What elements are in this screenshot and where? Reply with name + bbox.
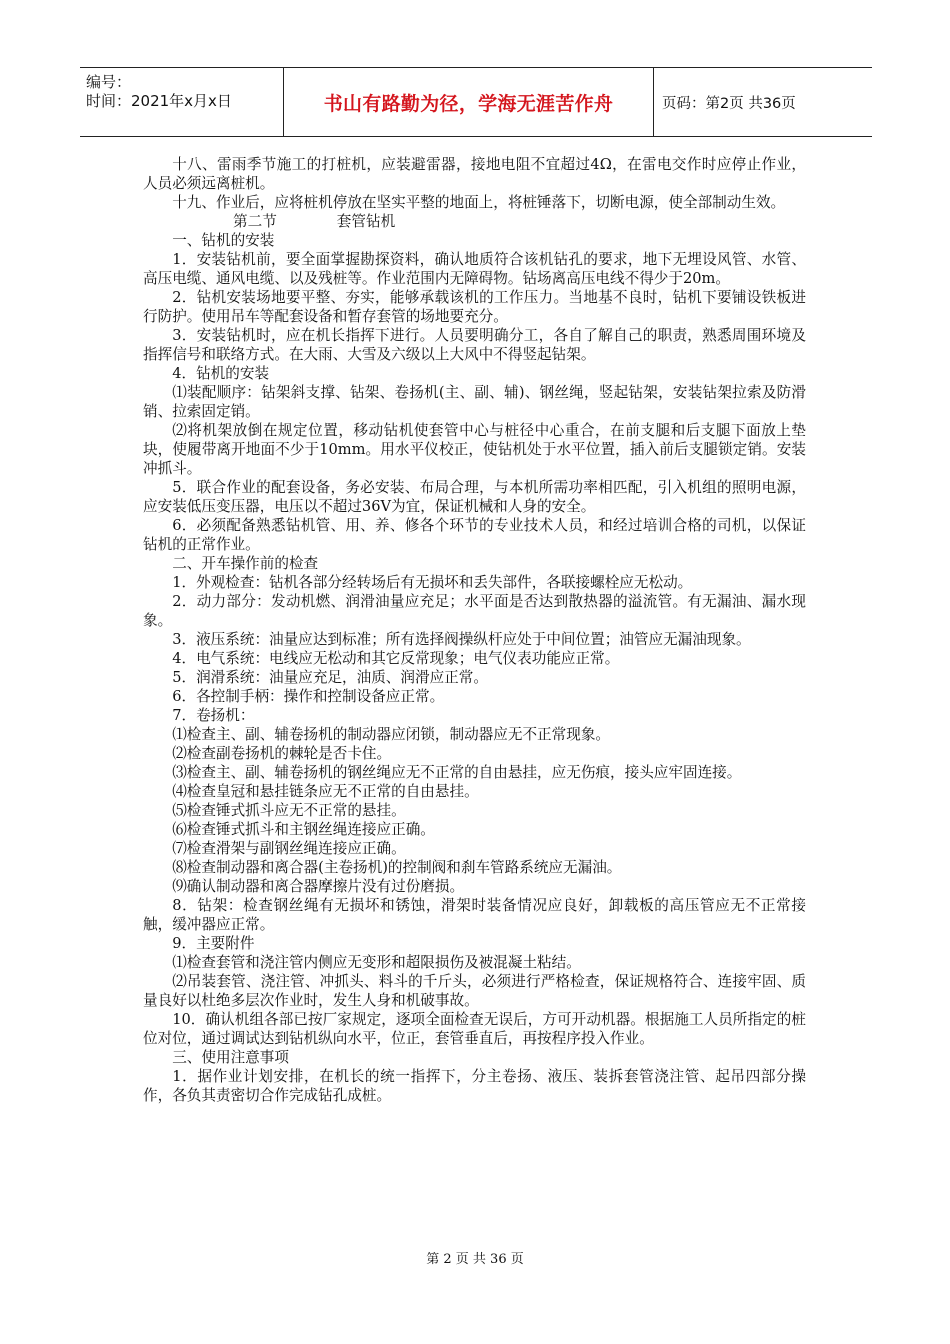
paragraph: 5．润滑系统：油量应充足，油质、润滑应正常。 — [172, 669, 488, 686]
paragraph: 1．外观检查：钻机各部分经转场后有无损坏和丢失部件，各联接螺栓应无松动。 — [172, 574, 693, 591]
paragraph: ⑵吊装套管、浇注管、冲抓头、料斗的千斤头，必须进行严格检查，保证规格符合、连接牢固、质量良好以杜绝多层次作业时，发生人身和机破事故。 — [143, 973, 806, 1009]
paragraph: ⑵将机架放倒在规定位置，移动钻机使套管中心与桩径中心重合，在前支腿和后支腿下面放上垫块，使履带离开地面不少于10mm。用水平仪校正，使钻机处于水平位置，插入前后支腿锁定销。安装冲抓斗。 — [143, 422, 806, 477]
paragraph: ⑴装配顺序：钻架斜支撑、钻架、卷扬机(主、副、辅)、钢丝绳，竖起钻架，安装钻架拉索及防滑销、拉索固定销。 — [143, 384, 806, 420]
body-paragraphs — [143, 231, 806, 1105]
document-date-label: 时间：2021年x月x日 — [86, 92, 232, 110]
section-chapter: 第二节 — [233, 213, 277, 230]
paragraph: 4．钻机的安装 — [172, 365, 270, 382]
paragraph: 8．钻架：检查钢丝绳有无损坏和锈蚀，滑架时装备情况应良好，卸载板的高压管应无不正常接触，缓冲器应正常。 — [143, 897, 806, 933]
paragraph: 1．据作业计划安排，在机长的统一指挥下，分主卷扬、液压、装拆套管浇注管、起吊四部分操作，各负其责密切合作完成钻孔成桩。 — [143, 1068, 806, 1104]
document-number-label: 编号： — [86, 73, 132, 91]
document-body — [143, 155, 806, 1105]
paragraph: ⑶检查主、副、辅卷扬机的钢丝绳应无不正常的自由悬挂，应无伤痕，接头应牢固连接。 — [172, 764, 742, 781]
paragraph: 10．确认机组各部已按厂家规定，逐项全面检查无误后，方可开动机器。根据施工人员所指定的桩位对位，通过调试达到钻机纵向水平，位正，套管垂直后，再按程序投入作业。 — [143, 1011, 806, 1047]
paragraph: ⑼确认制动器和离合器摩擦片没有过份磨损。 — [172, 878, 465, 895]
paragraph: ⑷检查皇冠和悬挂链条应无不正常的自由悬挂。 — [172, 783, 479, 800]
paragraph: 十九、作业后，应将桩机停放在坚实平整的地面上，将桩锤落下，切断电源，使全部制动生效。 — [172, 194, 786, 211]
paragraph: 7．卷扬机： — [172, 707, 255, 724]
header-meta — [80, 68, 284, 136]
paragraph: 三、使用注意事项 — [172, 1049, 289, 1066]
paragraph: 2．钻机安装场地要平整、夯实，能够承载该机的工作压力。当地基不良时，钻机下要铺设铁板进行防护。使用吊车等配套设备和暂存套管的场地要充分。 — [143, 289, 806, 325]
paragraph: 3．安装钻机时，应在机长指挥下进行。人员要明确分工，各自了解自己的职责，熟悉周围环境及指挥信号和联络方式。在大雨、大雪及六级以上大风中不得竖起钻架。 — [143, 327, 806, 363]
paragraph: ⑹检查锤式抓斗和主钢丝绳连接应正确。 — [172, 821, 435, 838]
paragraph: 一、钻机的安装 — [172, 232, 275, 249]
section-title — [143, 212, 806, 231]
section-name: 套管钻机 — [336, 213, 396, 230]
page-header — [80, 67, 872, 137]
paragraph: ⑴检查主、副、辅卷扬机的制动器应闭锁，制动器应无不正常现象。 — [172, 726, 611, 743]
page-footer: 第 2 页 共 36 页 — [426, 1252, 524, 1267]
paragraph: 4．电气系统：电线应无松动和其它反常现象；电气仪表功能应正常。 — [172, 650, 620, 667]
paragraph: 二、开车操作前的检查 — [172, 555, 319, 572]
paragraph: 3．液压系统：油量应达到标准；所有选择阀操纵杆应处于中间位置；油管应无漏油现象。 — [172, 631, 751, 648]
paragraph: ⑸检查锤式抓斗应无不正常的悬挂。 — [172, 802, 406, 819]
paragraph: ⑺检查滑架与副钢丝绳连接应正确。 — [172, 840, 406, 857]
paragraph: 1．安装钻机前，要全面掌握勘探资料，确认地质符合该机钻孔的要求，地下无埋设风管、水管、高压电缆、通风电缆、以及残桩等。作业范围内无障碍物。钻场离高压电线不得少于20m。 — [143, 251, 806, 287]
paragraph: 6．各控制手柄：操作和控制设备应正常。 — [172, 688, 445, 705]
paragraph: ⑵检查副卷扬机的棘轮是否卡住。 — [172, 745, 392, 762]
paragraph: 5．联合作业的配套设备，务必安装、布局合理，与本机所需功率相匹配，引入机组的照明电源，应安装低压变压器，电压以不超过36V为宜，保证机械和人身的安全。 — [143, 479, 806, 515]
paragraph: ⑴检查套管和浇注管内侧应无变形和超限损伤及被混凝土粘结。 — [172, 954, 581, 971]
header-motto: 书山有路勤为径，学海无涯苦作舟 — [284, 68, 654, 136]
paragraph: 十八、雷雨季节施工的打桩机，应装避雷器，接地电阻不宜超过4Ω，在雷电交作时应停止作业，人员必须远离桩机。 — [143, 156, 806, 192]
paragraph: 9．主要附件 — [172, 935, 255, 952]
paragraph: 2．动力部分：发动机燃、润滑油量应充足；水平面是否达到散热器的溢流管。有无漏油、漏水现象。 — [143, 593, 806, 629]
header-page-info: 页码：第2页 共36页 — [662, 95, 796, 112]
paragraph: 6．必须配备熟悉钻机管、用、养、修各个环节的专业技术人员，和经过培训合格的司机，以保证钻机的正常作业。 — [143, 517, 806, 553]
paragraph: ⑻检查制动器和离合器(主卷扬机)的控制阀和刹车管路系统应无漏油。 — [172, 859, 622, 876]
